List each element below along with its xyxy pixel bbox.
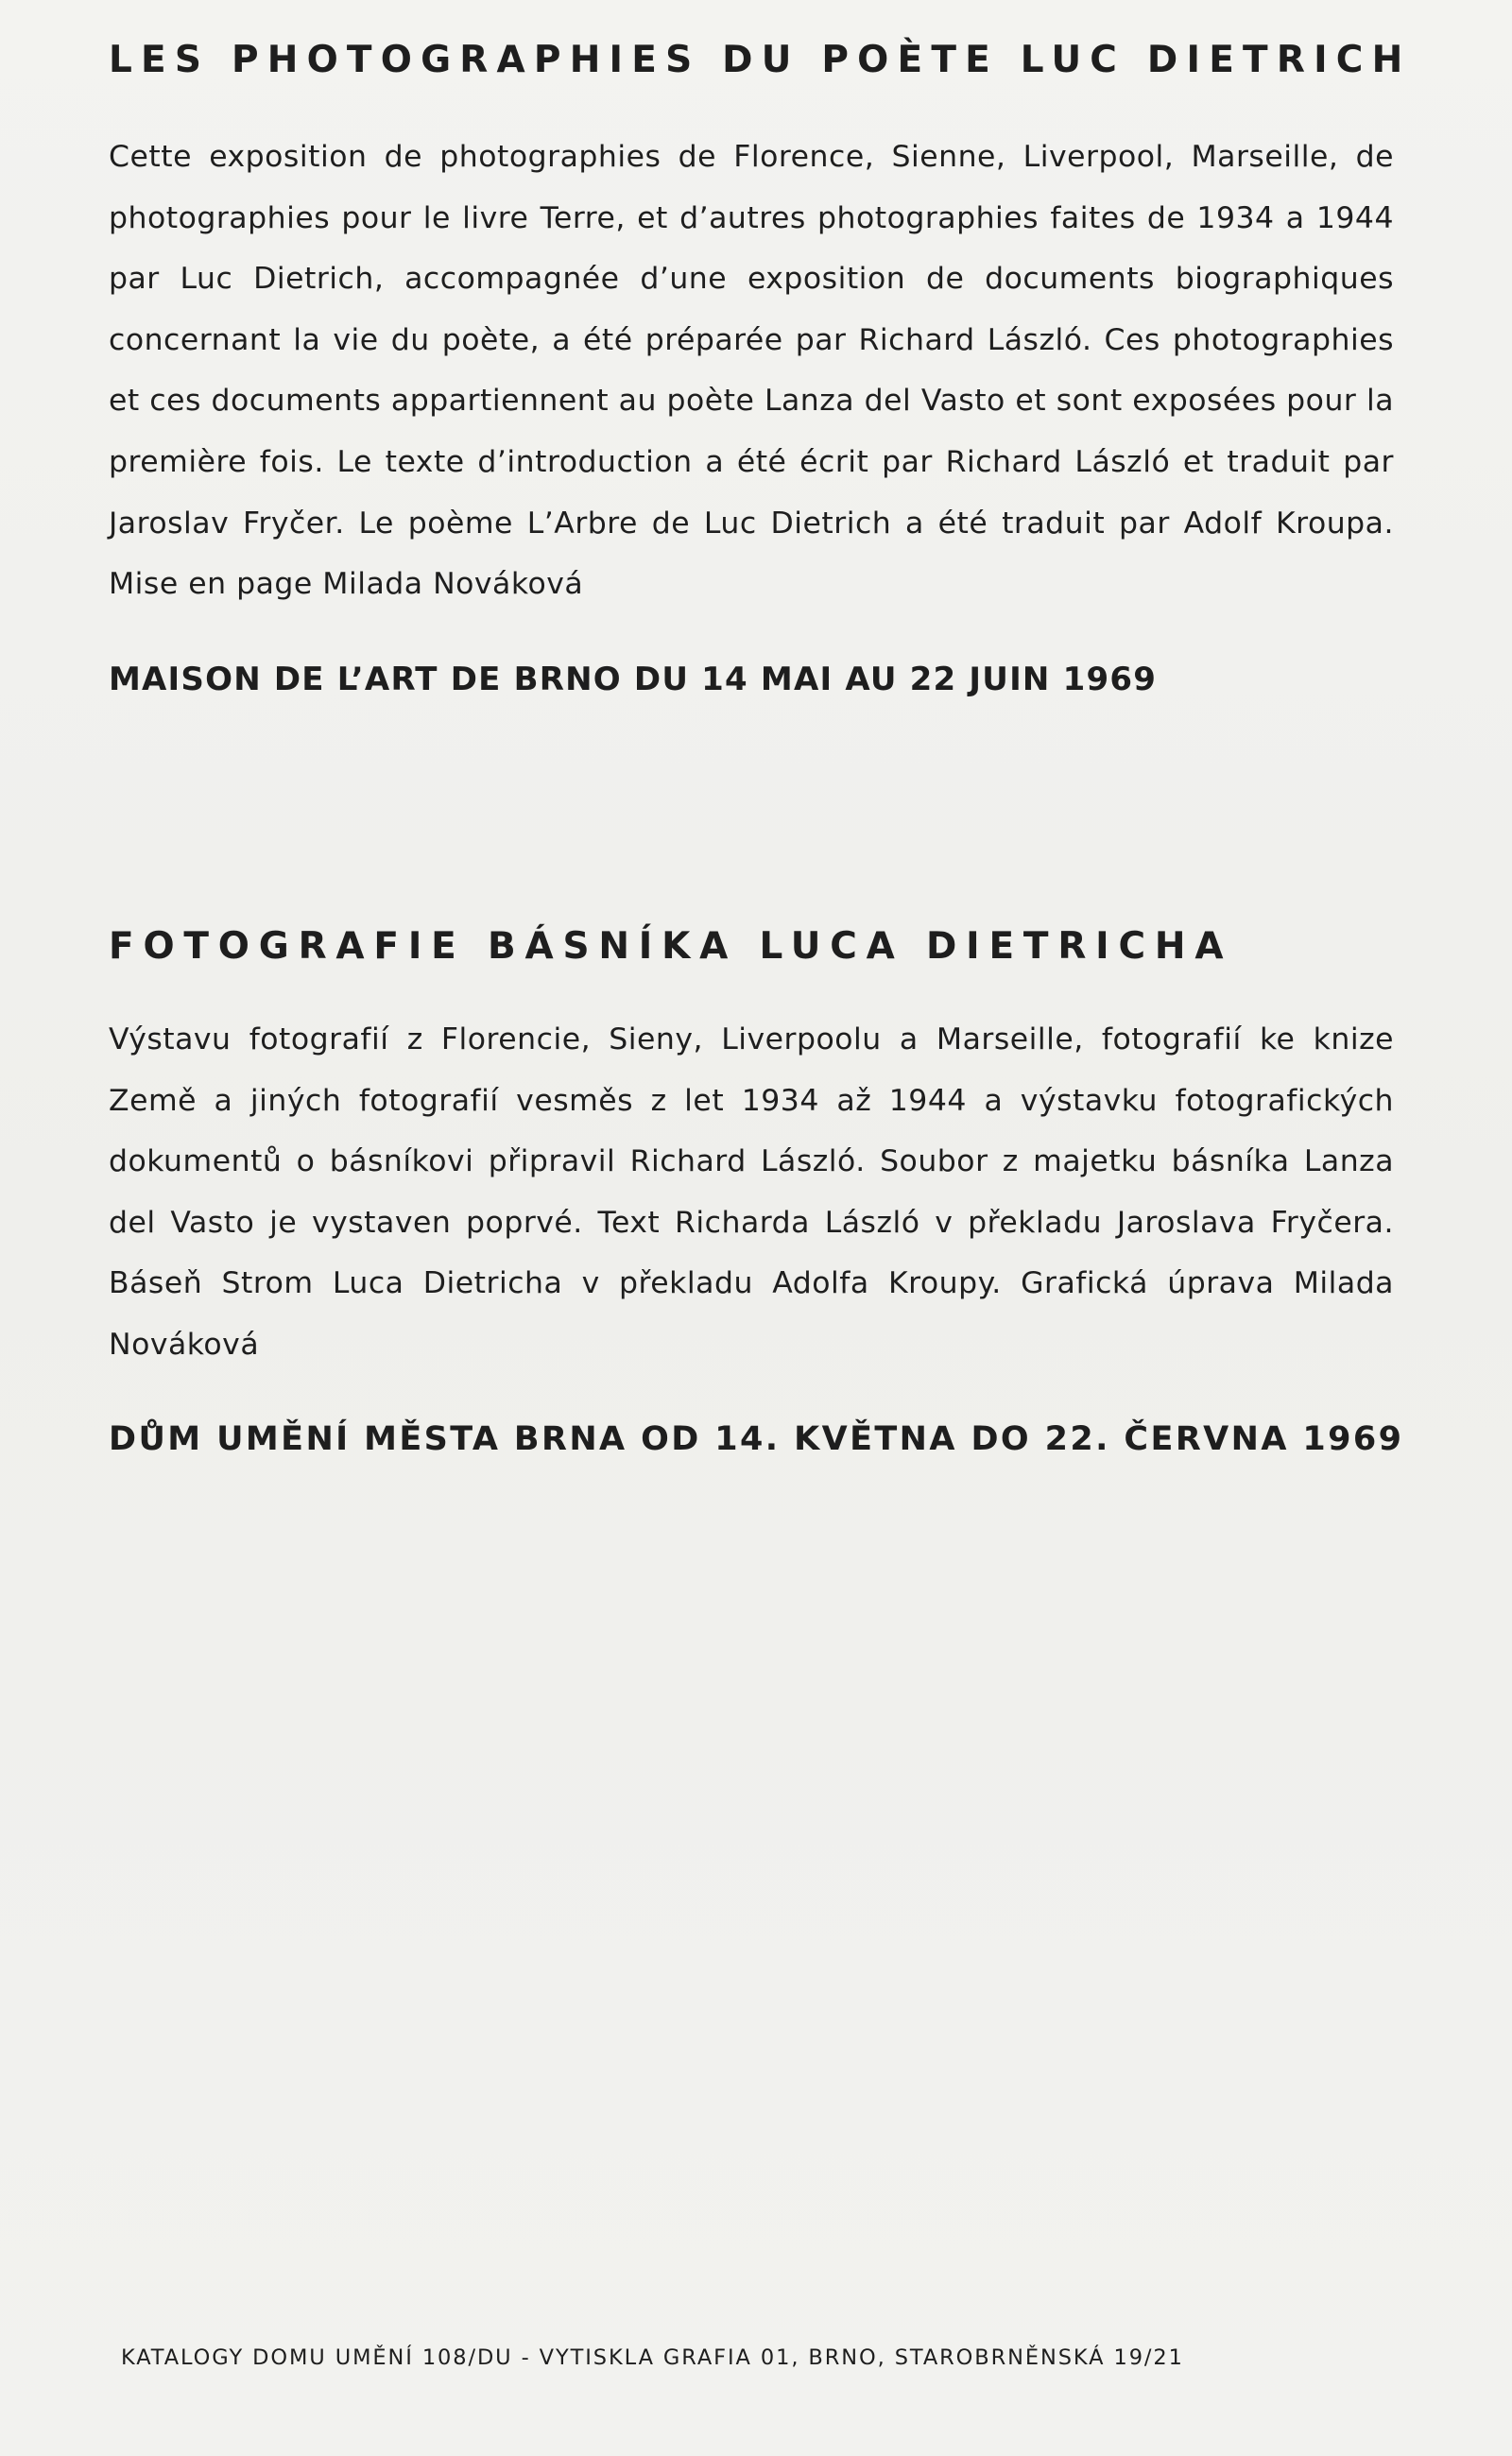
french-body-paragraph: Cette exposition de photographies de Florence, Sienne, Liverpool, Marseille, de photographies pour le livre Terre, et d’autres photographies faites de 1934 a 1944 par Luc Dietrich, accompagnée d’une exposition de documents biographiques concernant la vie du poète, a été préparée par Richard László. Ces photographies et ces documents appartiennent au poète Lanza del Vasto et sont exposées pour la première fois. Le texte d’introduction a été écrit par Richard László et traduit par Jaroslav Fryčer. Le poème L’Arbre de Luc Dietrich a été traduit par Adolf Kroupa. Mise en page Milada Nováková [109,140,1394,602]
french-venue-dates: MAISON DE L’ART DE BRNO DU 14 MAI AU 22 JUIN 1969 [109,661,1158,698]
czech-section-heading: FOTOGRAFIE BÁSNÍKA LUCA DIETRICHA [109,925,1233,968]
printer-colophon: KATALOGY DOMU UMĚNÍ 108/DU - VYTISKLA GRAFIA 01, BRNO, STAROBRNĚNSKÁ 19/21 [121,2345,1184,2370]
czech-venue-dates: DŮM UMĚNÍ MĚSTA BRNA OD 14. KVĚTNA DO 22. ČERVNA 1969 [109,1420,1404,1458]
czech-body-paragraph: Výstavu fotografií z Florencie, Sieny, Liverpoolu a Marseille, fotografií ke knize Země a jiných fotografií vesměs z let 1934 až 1944 a výstavku fotografických dokumentů o básníkovi připravil Richard László. Soubor z majetku básníka Lanza del Vasto je vystaven poprvé. Text Richarda László v překladu Jaroslava Fryčera. Báseň Strom Luca Dietricha v překladu Adolfa Kroupy. Grafická úprava Milada Nováková [109,1022,1394,1362]
french-section-heading: LES PHOTOGRAPHIES DU POÈTE LUC DIETRICH [109,39,1412,81]
